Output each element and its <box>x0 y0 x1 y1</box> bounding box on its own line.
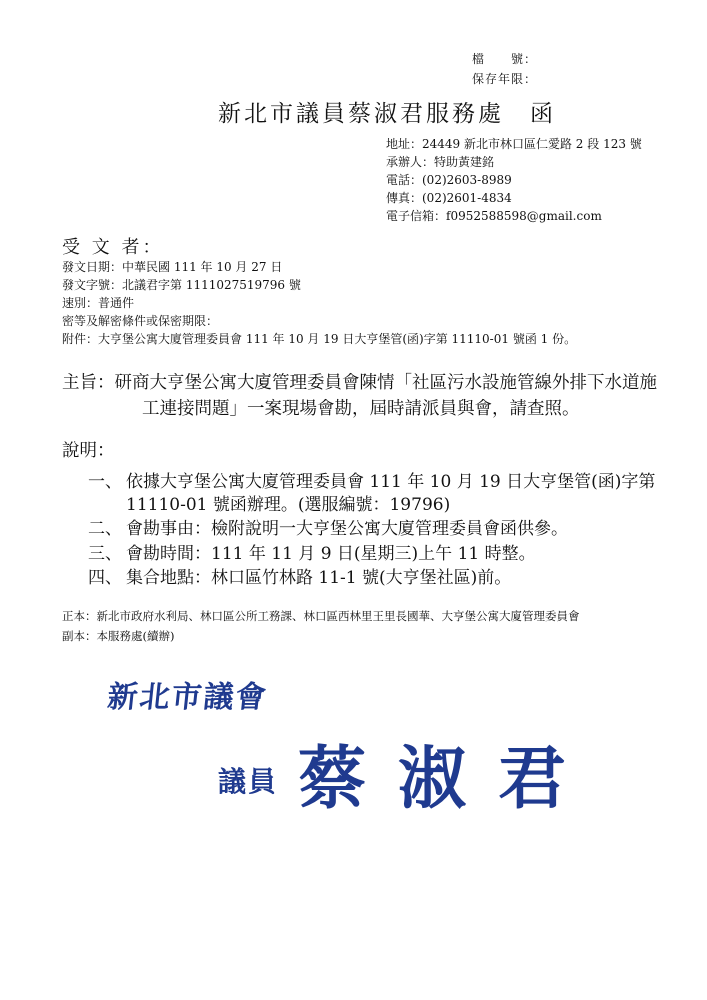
council-seal-text: 新北市議會 <box>105 680 270 715</box>
document-number: 發文字號：北議君字第 1111027519796 號 <box>62 278 301 292</box>
subject-line-1: 主旨：研商大亨堡公寓大廈管理委員會陳情「社區污水設施管線外排下水道施 <box>62 373 657 393</box>
copy-recipients: 副本：本服務處(續辦) <box>62 629 175 643</box>
document-title: 新北市議員蔡淑君服務處 函 <box>218 101 556 127</box>
item-text: 依據大亨堡公寓大廈管理委員會 111 年 10 月 19 日大亨堡管(函)字第 <box>126 472 656 492</box>
councilor-name-seal: 蔡淑君 <box>298 739 599 819</box>
main-recipients: 正本：新北市政府水利局、林口區公所工務課、林口區西林里王里長國華、大亨堡公寓大廈管理委員會 <box>62 609 580 623</box>
sender-phone: 電話：(02)2603-8989 <box>386 173 512 187</box>
issue-date: 發文日期：中華民國 111 年 10 月 27 日 <box>62 260 283 274</box>
item-number: 一、 <box>88 472 122 492</box>
item-number: 三、 <box>88 544 122 564</box>
item-number: 二、 <box>88 519 122 539</box>
retention-period-label: 保存年限： <box>472 72 538 86</box>
subject-line-2: 工連接問題」一案現場會勘，屆時請派員與會，請查照。 <box>142 399 580 419</box>
security-classification: 密等及解密條件或保密期限： <box>62 314 219 328</box>
file-number-label: 檔 號： <box>472 52 538 66</box>
item-number: 四、 <box>88 568 122 588</box>
sender-email: 電子信箱：f0952588598@gmail.com <box>386 209 602 223</box>
sender-fax: 傳真：(02)2601-4834 <box>386 191 512 205</box>
item-text: 集合地點：林口區竹林路 11-1 號(大亨堡社區)前。 <box>126 568 512 588</box>
item-text-continued: 11110-01 號函辦理。(選服編號：19796) <box>126 495 451 515</box>
sender-address: 地址：24449 新北市林口區仁愛路 2 段 123 號 <box>386 137 642 151</box>
attachment-line: 附件：大亨堡公寓大廈管理委員會 111 年 10 月 19 日大亨堡管(函)字第 11110-01 號函 1 份。 <box>62 332 577 346</box>
explanation-heading: 說明： <box>62 441 115 461</box>
councilor-title-seal: 議員 <box>218 765 279 798</box>
item-text: 會勘時間：111 年 11 月 9 日(星期三)上午 11 時整。 <box>126 544 536 564</box>
item-text: 會勘事由：檢附說明一大亨堡公寓大廈管理委員會函供參。 <box>126 519 568 539</box>
delivery-speed: 速別：普通件 <box>62 296 135 310</box>
sender-contact: 承辦人：特助黃建銘 <box>386 155 495 169</box>
recipient-label: 受 文 者： <box>62 237 164 258</box>
